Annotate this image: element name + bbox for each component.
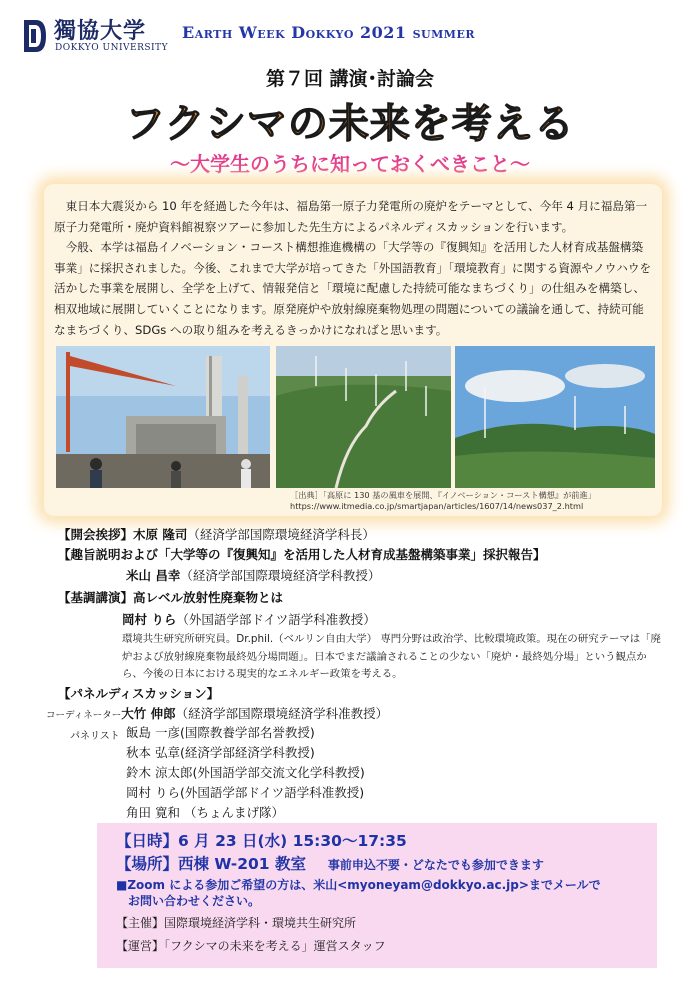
logo-japanese: 獨協大学 [54, 18, 147, 44]
photo-wind-farm-ridge [276, 346, 451, 488]
subtitle: ～大学生のうちに知っておくべきこと～ [170, 152, 530, 176]
keynote-heading: 【基調講演】高レベル放射性廃棄物とは [58, 590, 284, 605]
opening-remarks: 【開会挨拶】木原 隆司（経済学部国際環境経済学科長） [58, 527, 375, 542]
zoom-note-line-2: お問い合わせください。 [128, 894, 261, 908]
university-emblem-icon [20, 16, 50, 56]
photo-source-url[interactable]: https://www.itmedia.co.jp/smartjapan/articles/1607/14/news037_2.html [290, 501, 584, 511]
panelists-role: パネリスト [70, 731, 120, 742]
coordinator-affiliation: （経済学部国際環境経済学科准教授） [175, 706, 389, 721]
photo-power-plant [56, 346, 270, 488]
organizer: 【主催】国際環境経済学科・環境共生研究所 [116, 916, 357, 930]
keynote-description: 環境共生研究所研究員。Dr.phil.（ベルリン自由大学） 専門分野は政治学、比較環境政策。現在の研究テーマは「廃炉および放射線廃棄物最終処分場問題」。日本でまだ議論されることの少ない「廃炉・最終処分場」という観点から、今後の日本における現実的なエネルギー政策を考える。 [122, 633, 661, 680]
event-date: 【日時】6 月 23 日(水) 15:30～17:35 [116, 832, 407, 850]
photo-source-title: ［出典］「高原に 130 基の風車を展開、『イノベーション・コースト構想』が前進」 [290, 490, 596, 500]
coordinator-role: コーディネーター [46, 710, 122, 721]
registration-note: 事前申込不要・どなたでも参加できます [327, 858, 544, 872]
event-place-row [116, 852, 544, 874]
opening-affiliation: （経済学部国際環境経済学科長） [187, 527, 375, 542]
operator: 【運営】「フクシマの未来を考える」運営スタッフ [116, 939, 386, 953]
coordinator-name: 大竹 伸郎 [121, 706, 176, 721]
panelist-3: 鈴木 涼太郎(外国語学部交流文化学科教授) [126, 765, 365, 780]
keynote-speaker: 岡村 りら（外国語学部ドイツ語学科准教授） [122, 612, 376, 627]
panelist-5: 角田 寛和 （ちょんまげ隊） [126, 805, 284, 820]
panelist-2: 秋本 弘章(経済学部経済学科教授) [126, 745, 315, 760]
photo-wind-turbines [455, 346, 655, 488]
opening-speaker: 木原 隆司 [133, 527, 188, 542]
event-title: Earth Week Dokkyo 2021 summer [182, 23, 475, 42]
photo-source [290, 490, 660, 512]
keynote-title: 高レベル放射性廃棄物とは [133, 590, 284, 605]
panel-heading: 【パネルディスカッション】 [58, 686, 220, 701]
panelist-1: 飯島 一彦(国際教養学部名誉教授) [126, 725, 315, 740]
session-label: 第７回 講演･討論会 [265, 68, 435, 90]
purpose-report-label: 【趣旨説明および「大学等の『復興知』を活用した人材育成基盤構築事業」採択報告】 [58, 547, 546, 562]
logo-english: DOKKYO UNIVERSITY [55, 43, 169, 53]
header [14, 14, 686, 58]
zoom-note-line-1: ■Zoom による参加ご希望の方は、米山<myoneyam@dokkyo.ac.jp>までメールで [116, 878, 601, 892]
intro-paragraph-1: 東日本大震災から 10 年を経過した今年は、福島第一原子力発電所の廃炉をテーマとして、今年 4 月に福島第一原子力発電所・廃炉資料館視察ツアーに参加した先生方によるパネルディスカッションを行います。 [54, 199, 648, 234]
purpose-speaker: 米山 昌幸（経済学部国際環境経済学科教授） [126, 568, 381, 583]
coordinator [46, 706, 700, 724]
main-title: フクシマの未来を考える [125, 101, 575, 147]
panelist-4: 岡村 りら(外国語学部ドイツ語学科准教授) [126, 785, 365, 800]
intro-text [54, 196, 654, 340]
intro-paragraph-2: 今般、本学は福島イノベーション・コースト構想推進機構の「大学等の『復興知』を活用した人材育成基盤構築事業」に採択されました。今後、これまで大学が培ってきた「外国語教育」「環境教育」に関する資源やノウハウを活かした事業を展開し、全学を上げて、情報発信と「環境に配慮した持続可能なまちづくり」の仕組みを構築し、相双地域に展開していくことになります。原発廃炉や放射線廃棄物処理の問題についての議論を通して、持続可能なまちづくり、SDGs への取り組みを考えるきっかけになればと思います。 [54, 240, 652, 337]
event-place: 【場所】西棟 W-201 教室 [116, 855, 306, 873]
